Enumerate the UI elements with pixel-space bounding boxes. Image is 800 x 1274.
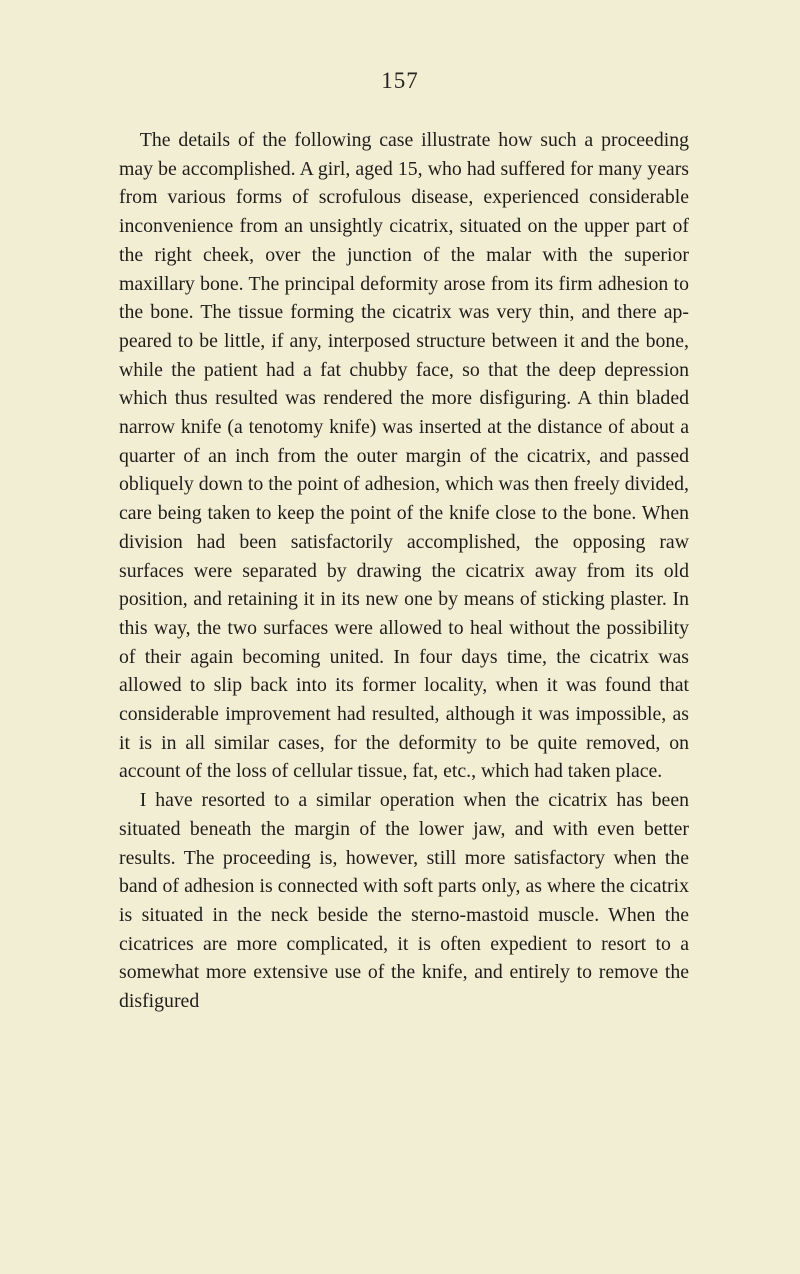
body-text <box>119 126 689 1016</box>
page-number: 157 <box>381 68 419 93</box>
paragraph-1: The details of the following case illustrate how such a proceeding may be accomplished. A girl, aged 15, who had suffered for many years from various forms of scrofulous disease, experienced considerable inconvenience from an unsightly cicatrix, situated on the upper part of the right cheek, over the junction of the malar with the superior maxillary bone. The principal deformity arose from its firm adhesion to the bone. The tissue forming the cicatrix was very thin, and there appeared to be little, if any, interposed structure between it and the bone, while the patient had a fat chubby face, so that the deep depression which thus resulted was rendered the more disfiguring. A thin bladed narrow knife (a tenotomy knife) was inserted at the distance of about a quarter of an inch from the outer margin of the cicatrix, and passed obliquely down to the point of adhesion, which was then freely divided, care being taken to keep the point of the knife close to the bone. When division had been satisfactorily accomplished, the opposing raw surfaces were separated by drawing the cicatrix away from its old position, and retaining it in its new one by means of sticking plaster. In this way, the two surfaces were allowed to heal without the possibility of their again becoming united. In four days time, the cicatrix was allowed to slip back into its former locality, when it was found that considerable improvement had resulted, although it was impossible, as it is in all similar cases, for the deformity to be quite removed, on account of the loss of cellular tissue, fat, etc., which had taken place. <box>119 129 689 783</box>
paragraph-2: I have resorted to a similar operation when the cicatrix has been situated beneath the margin of the lower jaw, and with even better results. The proceeding is, however, still more satisfactory when the band of adhesion is connected with soft parts only, as where the cicatrix is situated in the neck beside the sterno-mastoid muscle. When the cicatrices are more complicated, it is often expedient to resort to a somewhat more extensive use of the knife, and entirely to remove the disfigured <box>119 789 689 1013</box>
